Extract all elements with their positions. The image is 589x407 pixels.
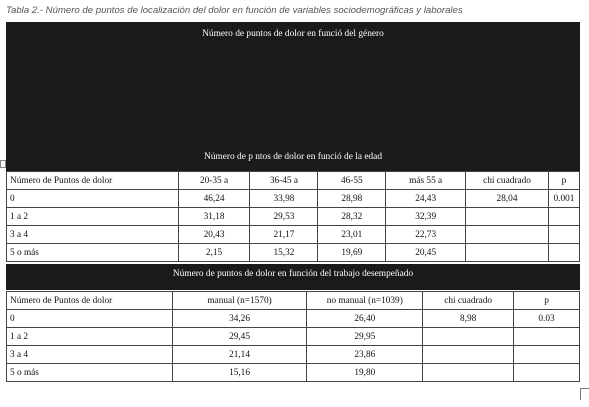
table-row [7,310,580,328]
table-cell: 22,73 [386,226,466,244]
col-header: no manual (n=1039) [307,292,423,310]
col-header: 46-55 [318,172,386,190]
work-table-header-row [7,292,580,310]
table-cell [548,244,579,262]
table-cell [514,328,580,346]
table-cell [423,364,514,382]
table-cell: 21,14 [172,346,307,364]
table-cell: 29,95 [307,328,423,346]
age-table-header-row [7,172,580,190]
table-cell: 20,45 [386,244,466,262]
col-header: chi cuadrado [423,292,514,310]
table-cell: 3 a 4 [7,226,179,244]
col-header: más 55 a [386,172,466,190]
work-section-title: Número de puntos de dolor en función del trabajo desempeñado [172,269,414,279]
table-cell [466,208,549,226]
col-header: manual (n=1570) [172,292,307,310]
table-cell: 8,98 [423,310,514,328]
table-cell [514,346,580,364]
table-row [7,244,580,262]
table-cell: 29,53 [250,208,318,226]
work-table [6,291,580,382]
table-cell [423,328,514,346]
table-cell: 28,98 [318,190,386,208]
table-cell: 23,01 [318,226,386,244]
age-table [6,171,580,262]
row-marker-icon [0,160,6,168]
table-cell: 0 [7,190,179,208]
table-cell: 33,98 [250,190,318,208]
table-row [7,208,580,226]
age-section-title: Número de p ntos de dolor en funció de la edad [203,152,383,162]
age-section-band [6,147,580,171]
col-header: 36-45 a [250,172,318,190]
table-cell: 21,17 [250,226,318,244]
table-cell: 15,16 [172,364,307,382]
table-cell [548,226,579,244]
table-cell: 19,80 [307,364,423,382]
col-header: 20-35 a [178,172,250,190]
table-cell: 20,43 [178,226,250,244]
table-cell: 31,18 [178,208,250,226]
end-marker-icon [580,388,589,400]
table-cell: 34,26 [172,310,307,328]
table-row [7,346,580,364]
col-header: Número de Puntos de dolor [7,292,173,310]
table-cell: 32,39 [386,208,466,226]
col-header: chi cuadrado [466,172,549,190]
table-cell: 0.03 [514,310,580,328]
gender-section-band [6,22,580,147]
table-cell [548,208,579,226]
table-caption: Tabla 2.- Número de puntos de localización del dolor en función de variables sociodemográficas y laborales [6,5,463,16]
table-cell [514,364,580,382]
table-cell: 19,69 [318,244,386,262]
table-cell: 3 a 4 [7,346,173,364]
table-cell: 15,32 [250,244,318,262]
table-cell: 26,40 [307,310,423,328]
table-cell [423,346,514,364]
col-header: p [548,172,579,190]
table-cell: 46,24 [178,190,250,208]
table-cell: 24,43 [386,190,466,208]
table-cell: 23,86 [307,346,423,364]
gender-section-title: Número de puntos de dolor en funció del género [202,29,384,39]
table-cell: 5 o más [7,364,173,382]
table-cell [466,226,549,244]
col-header: p [514,292,580,310]
col-header: Número de Puntos de dolor [7,172,179,190]
table-cell: 28,32 [318,208,386,226]
table-cell: 0.001 [548,190,579,208]
table-cell: 29,45 [172,328,307,346]
table-row [7,226,580,244]
table-cell: 1 a 2 [7,328,173,346]
table-row [7,328,580,346]
table-cell: 1 a 2 [7,208,179,226]
table-cell: 2,15 [178,244,250,262]
table-cell [466,244,549,262]
table-cell: 5 o más [7,244,179,262]
table-cell: 28,04 [466,190,549,208]
table-cell: 0 [7,310,173,328]
table-row [7,190,580,208]
table-row [7,364,580,382]
work-section-band [6,264,580,290]
